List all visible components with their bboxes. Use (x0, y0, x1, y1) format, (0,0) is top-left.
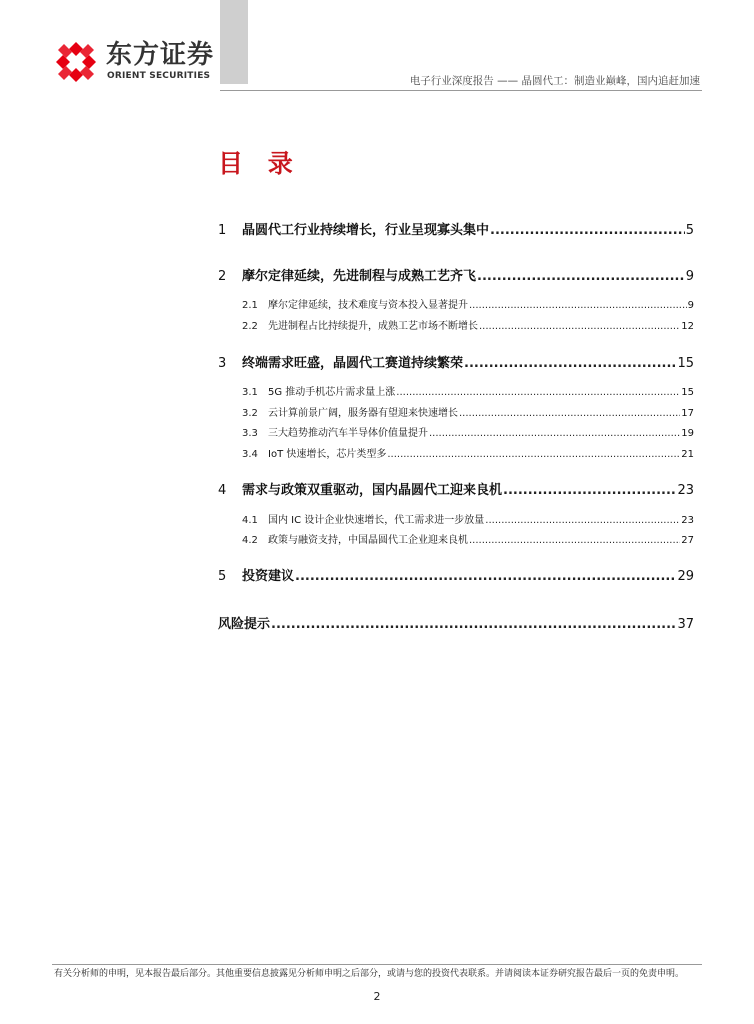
logo-chinese-name: 东方证券 (106, 40, 215, 70)
leader-dots (295, 568, 676, 586)
leader-dots (490, 222, 685, 240)
footer-divider (52, 964, 702, 965)
leader-dots (387, 448, 680, 462)
leader-dots (479, 320, 680, 334)
footer-disclaimer: 有关分析师的申明，见本报告最后部分。其他重要信息披露见分析师申明之后部分，或请与您的投资代表联系。并请阅读本证券研究报告最后一页的免责申明。 (54, 969, 685, 979)
toc-subentry[interactable]: 3.4 IoT 快速增长，芯片类型多 ..... 21 (218, 448, 694, 462)
leader-dots (464, 355, 676, 373)
leader-dots (429, 427, 680, 441)
toc-entry[interactable]: 5 投资建议 ..... 29 (218, 568, 694, 586)
page-number: 2 (373, 990, 381, 1003)
leader-dots (271, 616, 676, 634)
toc-heading: 目 录 (218, 149, 301, 178)
logo-english-name: ORIENT SECURITIES (107, 71, 211, 81)
leader-dots (485, 514, 680, 528)
toc-subentry[interactable]: 3.3 三大趋势推动汽车半导体价值量提升 ..... 19 (218, 427, 694, 441)
toc-entry[interactable]: 2 摩尔定律延续，先进制程与成熟工艺齐飞 ..... 9 (218, 268, 694, 286)
toc-subentry[interactable]: 2.2 先进制程占比持续提升，成熟工艺市场不断增长 ..... 12 (218, 320, 694, 334)
header-divider (220, 90, 702, 91)
company-logo (54, 40, 214, 86)
header-accent-bar (220, 0, 248, 84)
toc-subentry[interactable]: 2.1 摩尔定律延续，技术难度与资本投入显著提升 ..... 9 (218, 299, 694, 313)
leader-dots (477, 268, 685, 286)
leader-dots (459, 407, 680, 421)
leader-dots (503, 482, 676, 500)
toc-subentry[interactable]: 4.1 国内 IC 设计企业快速增长，代工需求进一步放量 ..... 23 (218, 514, 694, 528)
toc-subentry[interactable]: 4.2 政策与融资支持，中国晶圆代工企业迎来良机 ..... 27 (218, 534, 694, 548)
toc-entry[interactable]: 风险提示 ..... 37 (218, 616, 694, 634)
leader-dots (469, 299, 687, 313)
report-title: 电子行业深度报告 —— 晶圆代工：制造业巅峰，国内追赶加速 (409, 75, 700, 87)
toc-entry[interactable]: 1 晶圆代工行业持续增长，行业呈现寡头集中 ..... 5 (218, 222, 694, 240)
leader-dots (469, 534, 680, 548)
leader-dots (396, 386, 680, 400)
toc-subentry[interactable]: 3.2 云计算前景广阔，服务器有望迎来快速增长 ..... 17 (218, 407, 694, 421)
orient-logo-icon (54, 40, 98, 84)
toc-entry[interactable]: 3 终端需求旺盛，晶圆代工赛道持续繁荣 ..... 15 (218, 355, 694, 373)
toc-entry[interactable]: 4 需求与政策双重驱动，国内晶圆代工迎来良机 ..... 23 (218, 482, 694, 500)
toc-subentry[interactable]: 3.1 5G 推动手机芯片需求量上涨 ..... 15 (218, 386, 694, 400)
